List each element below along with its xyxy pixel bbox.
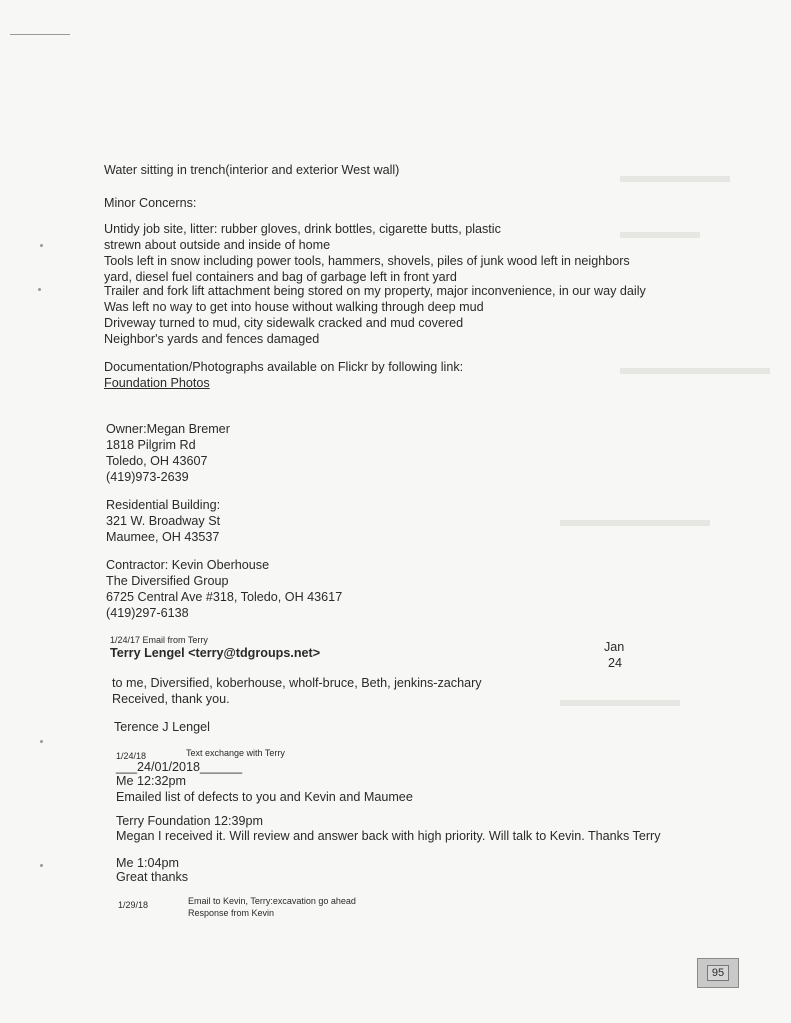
final-note-line1: Email to Kevin, Terry:excavation go ahead (188, 896, 356, 906)
message-text: Megan I received it. Will review and answer back with high priority. Will talk to Kevin. Thanks Terry (116, 829, 661, 843)
contractor-address: 6725 Central Ave #318, Toledo, OH 43617 (106, 590, 343, 604)
scan-speck (40, 740, 43, 743)
concern-line: Trailer and fork lift attachment being stored on my property, major inconvenience, in our way daily (104, 284, 646, 298)
final-note-line2: Response from Kevin (188, 908, 275, 918)
issue-heading: Water sitting in trench(interior and exterior West wall) (104, 163, 400, 177)
bleed-through-mark (560, 520, 710, 526)
bleed-through-mark (620, 368, 770, 374)
building-street: 321 W. Broadway St (106, 514, 221, 528)
concern-line: Was left no way to get into house without walking through deep mud (104, 300, 484, 314)
building-label: Residential Building: (106, 498, 221, 512)
owner-city: Toledo, OH 43607 (106, 454, 208, 468)
email-signature: Terence J Lengel (114, 720, 210, 734)
message-text: Emailed list of defects to you and Kevin and Maumee (116, 790, 413, 804)
minor-concerns-heading: Minor Concerns: (104, 196, 197, 210)
concern-line: Tools left in snow including power tools, hammers, shovels, piles of junk wood left in neighbors (104, 254, 630, 268)
text-exchange-day-header: ___24/01/2018______ (116, 760, 243, 774)
concern-line: yard, diesel fuel containers and bag of garbage left in front yard (104, 270, 457, 284)
bleed-through-mark (620, 176, 730, 182)
concern-line: Untidy job site, litter: rubber gloves, drink bottles, cigarette butts, plastic (104, 222, 501, 236)
email-note: 1/24/17 Email from Terry (110, 635, 208, 645)
bleed-through-mark (560, 700, 680, 706)
contractor-name: Contractor: Kevin Oberhouse (106, 558, 270, 572)
documentation-text: Documentation/Photographs available on Flickr by following link: (104, 360, 464, 374)
message-text: Great thanks (116, 870, 189, 884)
bleed-through-mark (620, 232, 700, 238)
foundation-photos-link[interactable]: Foundation Photos (104, 376, 210, 390)
email-date-month: Jan (604, 640, 625, 654)
email-body: Received, thank you. (112, 692, 230, 706)
email-sender: Terry Lengel <terry@tdgroups.net> (110, 646, 321, 660)
message-sender: Me 1:04pm (116, 856, 179, 870)
concern-line: Neighbor's yards and fences damaged (104, 332, 320, 346)
owner-street: 1818 Pilgrim Rd (106, 438, 196, 452)
text-exchange-label: Text exchange with Terry (186, 748, 285, 758)
owner-phone: (419)973-2639 (106, 470, 189, 484)
final-note-date: 1/29/18 (118, 900, 149, 910)
concern-line: strewn about outside and inside of home (104, 238, 331, 252)
email-date-day: 24 (608, 656, 623, 670)
message-sender: Terry Foundation 12:39pm (116, 814, 264, 828)
owner-name: Owner:Megan Bremer (106, 422, 230, 436)
contractor-company: The Diversified Group (106, 574, 229, 588)
page-number: 95 (707, 965, 729, 981)
scan-edge-line (10, 34, 70, 35)
email-recipients: to me, Diversified, koberhouse, wholf-bruce, Beth, jenkins-zachary (112, 676, 482, 690)
scan-speck (40, 244, 43, 247)
text-exchange-date: 1/24/18 (116, 751, 147, 761)
page-number-box (697, 958, 739, 988)
concern-line: Driveway turned to mud, city sidewalk cracked and mud covered (104, 316, 464, 330)
scan-speck (40, 864, 43, 867)
message-sender: Me 12:32pm (116, 774, 187, 788)
building-city: Maumee, OH 43537 (106, 530, 220, 544)
contractor-phone: (419)297-6138 (106, 606, 189, 620)
scan-speck (38, 288, 41, 291)
